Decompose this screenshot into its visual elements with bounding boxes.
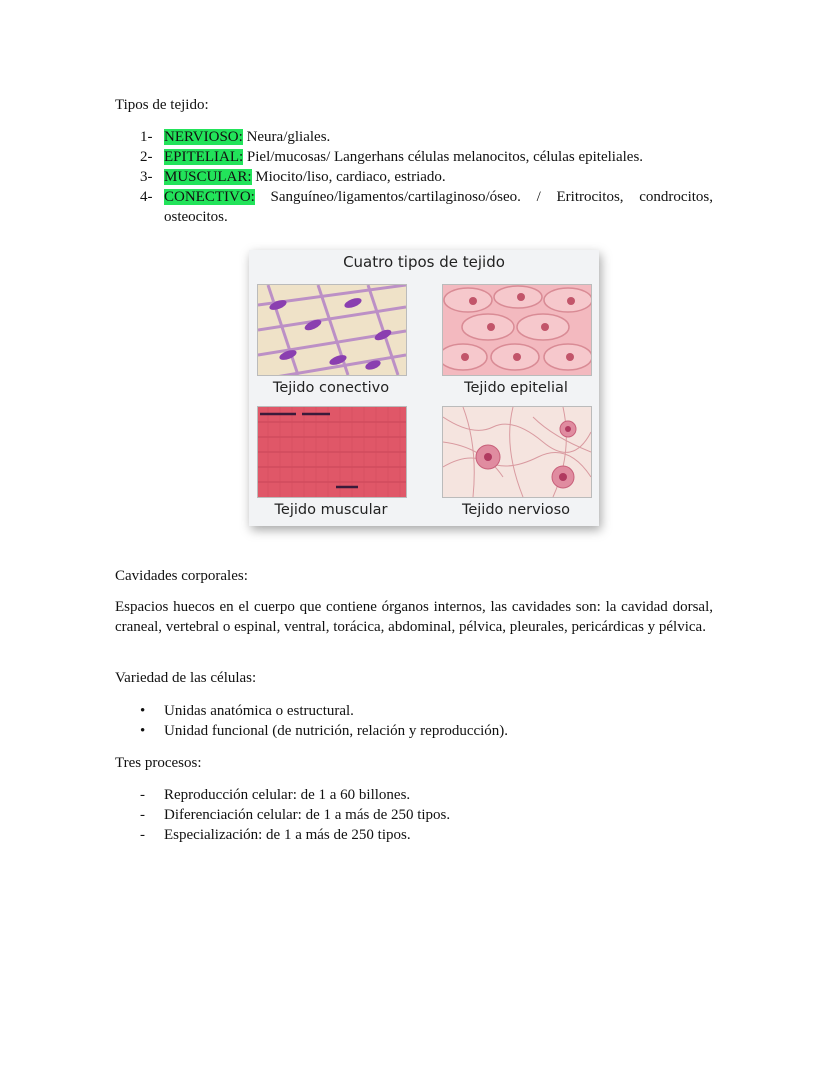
- cell-variety-heading: Variedad de las células:: [115, 670, 257, 686]
- list-item-text: Reproducción celular: de 1 a 60 billones.: [164, 787, 411, 803]
- list-item: [140, 785, 713, 805]
- list-number: 4-: [140, 189, 153, 205]
- list-item: [140, 167, 713, 187]
- list-item-text: Piel/mucosas/ Langerhans células melanocitos, células epiteliales.: [243, 149, 644, 165]
- muscular-tissue-image: [257, 406, 407, 498]
- tissue-types-figure: [249, 250, 599, 526]
- highlighted-label: NERVIOSO:: [164, 129, 243, 145]
- list-item: [140, 721, 713, 741]
- highlighted-label: EPITELIAL:: [164, 149, 244, 165]
- three-processes-heading: Tres procesos:: [115, 755, 202, 771]
- bullet-marker: •: [140, 703, 146, 719]
- dash-marker: -: [140, 787, 145, 803]
- body-cavities-paragraph: Espacios huecos en el cuerpo que contiene órganos internos, las cavidades son: la cavidad dorsal, craneal, vertebral o espinal, ventral, torácica, abdominal, pélvica, pleurales, pericárdicas y pélvica.: [115, 599, 713, 635]
- three-processes-list: [140, 785, 713, 845]
- list-item: [140, 805, 713, 825]
- tissue-types-list: [140, 127, 713, 227]
- list-number: 1-: [140, 129, 153, 145]
- list-item: [140, 187, 713, 227]
- list-item: [140, 701, 713, 721]
- list-item: [140, 147, 713, 167]
- body-cavities-heading: Cavidades corporales:: [115, 568, 248, 584]
- figure-title: Cuatro tipos de tejido: [343, 253, 505, 271]
- connective-tissue-image: [257, 284, 407, 376]
- list-item-text: Neura/gliales.: [242, 129, 331, 145]
- epithelial-tissue-caption: Tejido epitelial: [464, 380, 568, 396]
- nervous-tissue-caption: Tejido nervioso: [461, 502, 571, 518]
- list-number: 3-: [140, 169, 153, 185]
- list-item-text: Miocito/liso, cardiaco, estriado.: [251, 169, 446, 185]
- list-item-text: Especialización: de 1 a más de 250 tipos.: [164, 827, 411, 843]
- list-item: [140, 825, 713, 845]
- list-number: 2-: [140, 149, 153, 165]
- tissue-types-heading: Tipos de tejido:: [115, 97, 209, 113]
- epithelial-tissue-image: [442, 284, 592, 376]
- bullet-marker: •: [140, 723, 146, 739]
- list-item: [140, 127, 713, 147]
- cell-variety-list: [140, 701, 713, 741]
- list-item-text: Unidad funcional (de nutrición, relación y reproducción).: [164, 723, 509, 739]
- connective-tissue-caption: Tejido conectivo: [272, 380, 390, 396]
- nervous-tissue-image: [442, 406, 592, 498]
- dash-marker: -: [140, 827, 145, 843]
- muscular-tissue-caption: Tejido muscular: [274, 502, 388, 518]
- list-item-text: Diferenciación celular: de 1 a más de 250 tipos.: [164, 807, 451, 823]
- highlighted-label: CONECTIVO:: [164, 189, 255, 205]
- highlighted-label: MUSCULAR:: [164, 169, 252, 185]
- list-item-text: Unidas anatómica o estructural.: [164, 703, 354, 719]
- list-item-text: Sanguíneo/ligamentos/cartilaginoso/óseo. / Eritrocitos, condrocitos, osteocitos.: [164, 189, 713, 225]
- dash-marker: -: [140, 807, 145, 823]
